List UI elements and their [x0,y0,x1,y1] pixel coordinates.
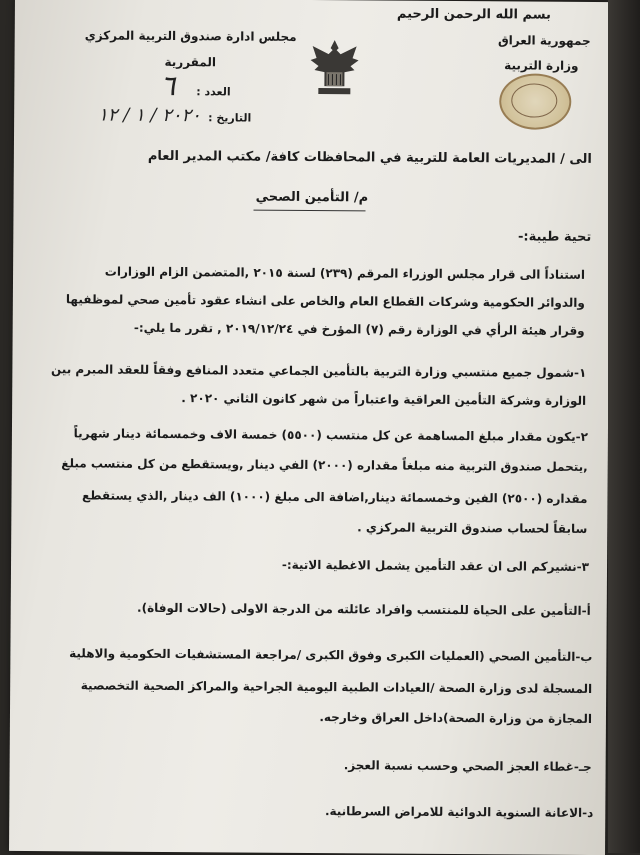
item-2-line-4: سابقاً لحساب صندوق التربية المركزي . [357,520,587,536]
item-2-line-1: ٢-يكون مقدار مبلغ المساهمة عن كل منتسب (٥٥٠٠) خمسة الاف وخمسمائة دينار شهرياً [74,426,588,444]
number-value: ٦ [160,69,175,102]
item-2-line-3: مقداره (٢٥٠٠) الفين وخمسمائة دينار,اضافة الى مبلغ (١٠٠٠) الف دينار ,الذي يستقطع [82,488,588,506]
item-c: جـ-غطاء العجز الصحي وحسب نسبة العجز. [344,758,592,774]
item-3: ٣-نشيركم الى ان عقد التأمين يشمل الاغطية الاتية:- [282,558,589,574]
background-edge [608,0,640,853]
item-1-line-2: الوزارة وشركة التأمين العراقية واعتباراً من شهر كانون الثاني ٢٠٢٠ . [181,391,586,408]
item-b-line-3: المجازة من وزارة الصحة)داخل العراق وخارجه. [319,710,592,726]
item-b-line-2: المسجلة لدى وزارة الصحة /العيادات الطبية اليومية الجراحية والمراكز الصحية التخصصية [81,678,592,696]
date-value: ٢٠٢٠ / ١ / ١٢ [98,105,201,127]
council-name: مجلس ادارة صندوق التربية المركزي [85,28,297,43]
item-d: د-الاعانة السنوية الدوائية للامراض السرطانية. [325,804,593,820]
date-label: التاريخ : [208,111,251,124]
bismillah: بسم الله الرحمن الرحيم [397,7,551,23]
item-a: أ-التأمين على الحياة للمنتسب وافراد عائلته من الدرجة الاولى (حالات الوفاة). [137,601,591,618]
ministry-name: وزارة التربية [504,58,578,73]
subject: م/ التأمين الصحي [256,190,369,206]
rapporteur-label: المقررية [164,55,216,69]
country-name: جمهورية العراق [498,33,591,48]
number-label: العدد : [196,85,230,98]
intro-line-1: استناداً الى قرار مجلس الوزراء المرقم (٢٣٩) لسنة ٢٠١٥ ,المتضمن الزام الوزارات [105,265,585,282]
iraq-eagle-emblem-icon [306,36,362,102]
intro-line-3: وقرار هيئة الرأي في الوزارة رقم (٧) المؤرخ في ٢٠١٩/١٢/٢٤ , تقرر ما يلي:- [134,321,585,338]
ministry-seal-icon [499,73,571,130]
addressee: الى / المديريات العامة للتربية في المحافظات كافة/ مكتب المدير العام [148,149,592,167]
subject-underline [254,210,366,212]
intro-line-2: والدوائر الحكومية وشركات القطاع العام والخاص على انشاء عقود تأمين صحي لموظفيها [66,292,585,310]
greeting: تحية طيبة:- [518,229,591,245]
item-b-line-1: ب-التأمين الصحي (العمليات الكبرى وفوق الكبرى /مراجعة المستشفيات الحكومية والاهلية [69,646,592,664]
document-page [9,0,611,855]
item-1-line-1: ١-شمول جميع منتسبي وزارة التربية بالتأمين الجماعي متعدد المنافع وفقاً للعقد المبرم بين [51,362,586,380]
item-2-line-2: ,يتحمل صندوق التربية منه مبلغاً مقداره (٢٠٠٠) الفي دينار ,ويستقطع من كل منتسب مبلغ [61,456,588,474]
